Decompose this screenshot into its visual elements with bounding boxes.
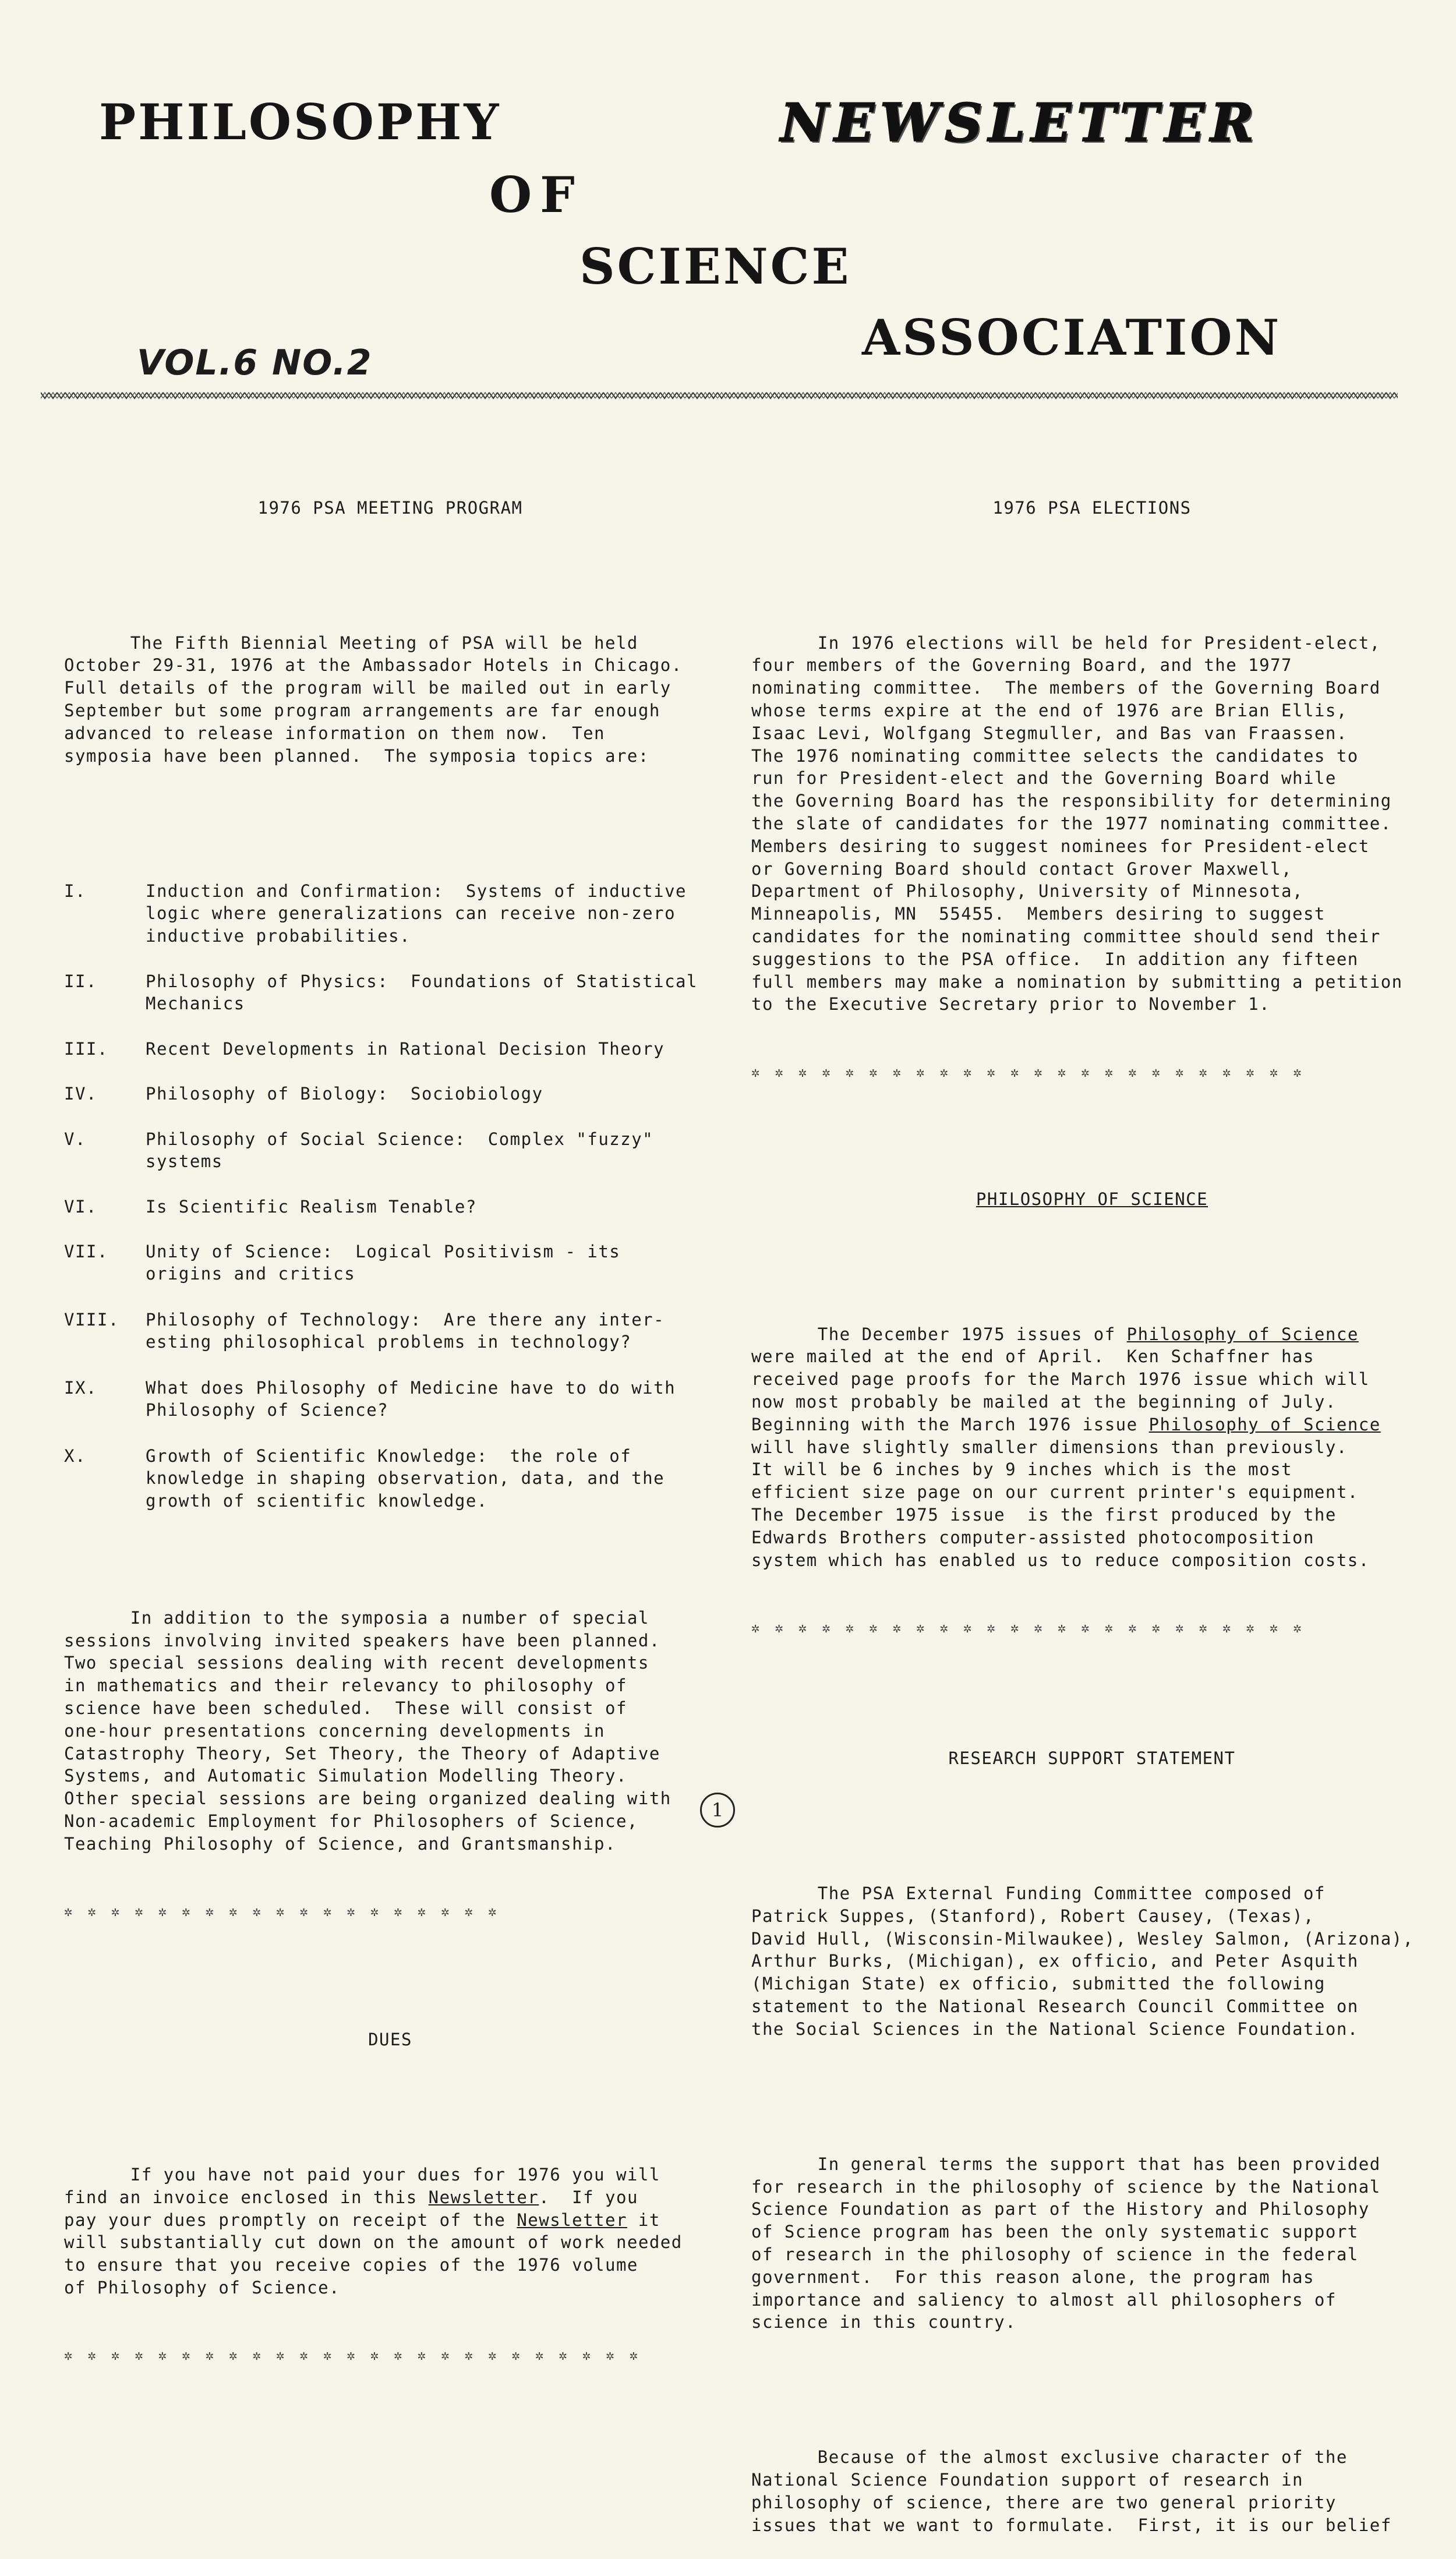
masthead-divider-rule bbox=[41, 389, 1398, 402]
dues-paragraph: If you have not paid your dues for 1976 you will find an invoice enclosed in this Newsletter. If you pay your dues promptly on receipt of the Newsletter it will substantially cut down on the amount of work needed to ensure that you receive copies of the 1976 volume of Philosophy of Science. bbox=[64, 2165, 683, 2298]
journal-title: Philosophy of Science bbox=[1126, 1324, 1359, 1344]
page-number: 1 bbox=[700, 1793, 735, 1828]
research-paragraph-3: Because of the almost exclusive character of the National Science Foundation support of research in philosophy of science, there are two general priority issues that we want to formulate. First, it is our belief bbox=[751, 2447, 1392, 2535]
dues-heading: DUES bbox=[368, 2030, 412, 2050]
research-heading: RESEARCH SUPPORT STATEMENT bbox=[948, 1748, 1236, 1769]
masthead-philosophy: PHILOSOPHY bbox=[99, 93, 501, 151]
masthead-association: ASSOCIATION bbox=[862, 309, 1282, 366]
elections-heading: 1976 PSA ELECTIONS bbox=[992, 497, 1192, 518]
symposia-list: I. Induction and Confirmation: Systems of inductive logic where generalizations can receive non-zero inductive probabilities. II. Philosophy of Physics: Foundations of Statistical Mechanics III. Recent Developments in Rational Decision Theory IV. Philosophy of Biology: Sociobiology V. Philosophy of Social Science: Complex "fuzzy" systems VI. Is Scientific Realism Tenable? VII. Unity of Science: Logical Positivism - its origins and critics VIII. Philosophy of Technology: Are there any inter- esting philosophical problems in technology? IX. What does Philosophy of Medicine have to do with Philosophy of Science? X. Growth of Scientific Knowledge: the role of knowledge in shaping observation, data, and the growth of scientific knowledge. bbox=[64, 881, 698, 1511]
special-sessions-paragraph: In addition to the symposia a number of special sessions involving invited speakers have been planned. Two special sessions dealing with recent developments in mathematics and their relevancy to philosophy of science have been scheduled. These will consist of one-hour presentations concerning developments in Catastrophy Theory, Set Theory, the Theory of Adaptive Systems, and Automatic Simulation Modelling Theory. Other special sessions are being organized dealing with Non-academic Employment for Philosophers of Science, Teaching Philosophy of Science, and Grantsmanship. bbox=[64, 1607, 672, 1854]
journal-paragraph: The December 1975 issues of Philosophy of Science were mailed at the end of April. Ken Schaffner has received page proofs for the March 1976 issue which will now most probably be mailed at the beginning of July. Beginning with the March 1976 issue Philosophy of Science will have slightly smaller dimensions than previously. It will be 6 inches by 9 inches which is the most efficient size page on our current printer's equipment. The December 1975 issue is the first produced by the Edwards Brothers computer-assisted photocomposition system which has enabled us to reduce composition costs. bbox=[751, 1324, 1381, 1570]
masthead-newsletter: NEWSLETTER bbox=[780, 92, 1260, 154]
star-divider: ✲✲✲✲✲✲✲✲✲✲✲✲✲✲✲✲✲✲✲✲✲✲✲✲ bbox=[751, 1063, 1317, 1080]
star-divider: ✲✲✲✲✲✲✲✲✲✲✲✲✲✲✲✲✲✲✲✲✲✲✲✲ bbox=[751, 1620, 1317, 1637]
star-divider: ✲✲✲✲✲✲✲✲✲✲✲✲✲✲✲✲✲✲✲ bbox=[64, 1903, 512, 1920]
research-paragraph-1: The PSA External Funding Committee composed of Patrick Suppes, (Stanford), Robert Causey, (Texas), David Hull, (Wisconsin-Milwaukee), Wesley Salmon, (Arizona), Arthur Burks, (Michigan), ex officio, and Peter Asquith (Michigan State) ex officio, submitted the following statement to the National Research Council Committee on the Social Sciences in the National Science Foundation. bbox=[751, 1883, 1414, 2039]
right-column bbox=[751, 451, 1433, 2559]
volume-number: VOL.6 NO.2 bbox=[137, 342, 373, 383]
star-divider: ✲✲✲✲✲✲✲✲✲✲✲✲✲✲✲✲✲✲✲✲✲✲✲✲✲ bbox=[64, 2347, 653, 2364]
journal-title: Philosophy of Science bbox=[1148, 1414, 1381, 1434]
research-paragraph-2: In general terms the support that has been provided for research in the philosophy of science by the National Science Foundation as part of the History and Philosophy of Science program has been the only systematic support of research in the philosophy of science in the federal government. For this reason alone, the program has importance and saliency to almost all philosophers of science in this country. bbox=[751, 2154, 1381, 2332]
elections-paragraph: In 1976 elections will be held for President-elect, four members of the Governing Board, and the 1977 nominating committee. The members of the Governing Board whose terms expire at the end of 1976 are Brian Ellis, Isaac Levi, Wolfgang Stegmuller, and Bas van Fraassen. The 1976 nominating committee selects the candidates to run for President-elect and the Governing Board while the Governing Board has the responsibility for determining the slate of candidates for the 1977 nominating committee. Members desiring to suggest nominees for President-elect or Governing Board should contact Grover Maxwell, Department of Philosophy, University of Minnesota, Minneapolis, MN 55455. Members desiring to suggest candidates for the nominating committee should send their suggestions to the PSA office. In addition any fifteen full members may make a nomination by submitting a petition to the Executive Secretary prior to November 1. bbox=[751, 632, 1403, 1015]
newsletter-link: Newsletter bbox=[517, 2210, 627, 2230]
meeting-intro: The Fifth Biennial Meeting of PSA will be held October 29-31, 1976 at the Ambassador Hotels in Chicago. Full details of the program will be mailed out in early September but some program arrangements are far enough advanced to release information on them now. Ten symposia have been planned. The symposia topics are: bbox=[64, 632, 683, 766]
left-column bbox=[64, 451, 716, 2390]
journal-heading: PHILOSOPHY OF SCIENCE bbox=[976, 1189, 1208, 1209]
meeting-heading: 1976 PSA MEETING PROGRAM bbox=[257, 497, 523, 518]
masthead-of: OF bbox=[489, 166, 583, 224]
newsletter-link: Newsletter bbox=[428, 2187, 539, 2207]
masthead-science: SCIENCE bbox=[579, 238, 851, 295]
